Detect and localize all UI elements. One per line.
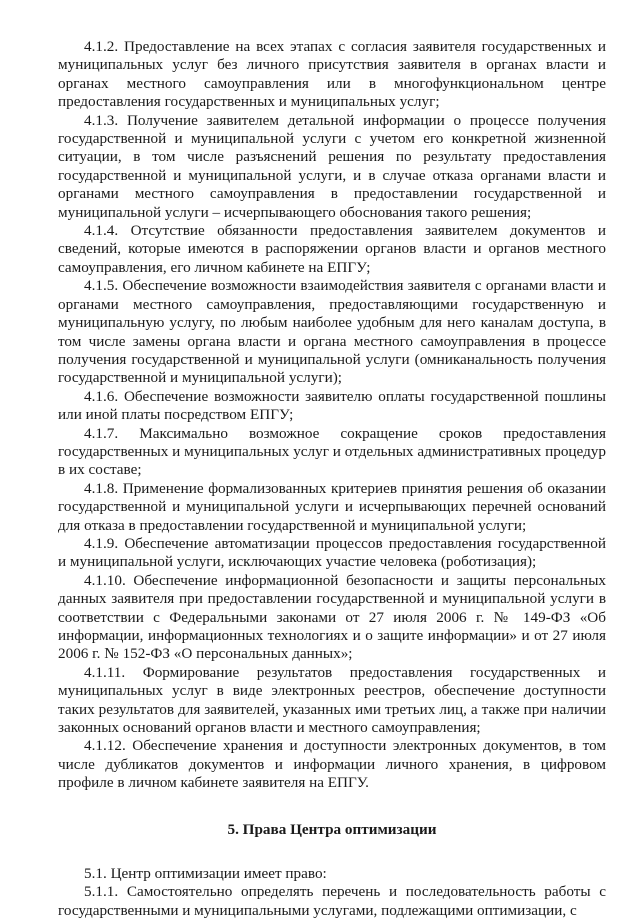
paragraph-5-1-1: 5.1.1. Самостоятельно определять перечень и последовательность работы с государственными и муниципальными услугами, подлежащими оптимизации, с <box>58 883 606 919</box>
section-heading: 5. Права Центра оптимизации <box>227 820 437 838</box>
paragraph-5-1: 5.1. Центр оптимизации имеет право: <box>84 865 327 883</box>
paragraph-4-1-7: 4.1.7. Максимально возможное сокращение сроков предоставления государственных и муниципальных услуг и отдельных административных процедур в их составе; <box>58 424 606 479</box>
paragraph-4-1-10: 4.1.10. Обеспечение информационной безопасности и защиты персональных данных заявителя при предоставлении государственной и муниципальной услуги в соответствии с Федеральными законами от 27 июля 2006 г. № 149-ФЗ «Об информации, информационных технологиях и о защите информации» и от 27 июля 2006 г. № 152-ФЗ «О персональных данных»; <box>58 571 606 663</box>
paragraph-4-1-8: 4.1.8. Применение формализованных критериев принятия решения об оказании государственной и муниципальной услуги и исчерпывающих перечней оснований для отказа в предоставлении государственной и муниципальной услуги; <box>58 479 606 534</box>
paragraph-4-1-12: 4.1.12. Обеспечение хранения и доступности электронных документов, в том числе дубликатов документов и информации личного хранения, в цифровом профиле в личном кабинете заявителя на ЕПГУ. <box>58 737 606 792</box>
paragraph-4-1-5: 4.1.5. Обеспечение возможности взаимодействия заявителя с органами власти и органами местного самоуправления, предоставляющими государственную и муниципальную услугу, по любым наиболее удобным для него каналам доступа, в том числе замены органа власти и органа местного самоуправления в процессе получения государственной и муниципальной услуги (омниканальность получения государственной и муниципальной услуги); <box>58 277 606 387</box>
paragraph-4-1-11: 4.1.11. Формирование результатов предоставления государственных и муниципальных услуг в виде электронных реестров, обеспечение доступности таких результатов для заявителей, указанных ими третьих лиц, а также при наличии законных оснований органов власти и местного самоуправления; <box>58 663 606 737</box>
paragraph-4-1-3: 4.1.3. Получение заявителем детальной информации о процессе получения государственной и муниципальной услуги с учетом его конкретной жизненной ситуации, в том числе разъяснений решения по результату предоставления государственной и муниципальной услуги, и в случае отказа органами власти и органами местного самоуправления в предоставлении государственной и муниципальной услуги – исчерпывающего обоснования такого решения; <box>58 111 606 221</box>
paragraph-4-1-6: 4.1.6. Обеспечение возможности заявителю оплаты государственной пошлины или иной платы посредством ЕПГУ; <box>58 387 606 424</box>
paragraph-4-1-9: 4.1.9. Обеспечение автоматизации процессов предоставления государственной и муниципальной услуги, исключающих участие человека (роботизация); <box>58 534 606 571</box>
paragraph-4-1-4: 4.1.4. Отсутствие обязанности предоставления заявителем документов и сведений, которые имеются в распоряжении органов власти и органов местного самоуправления, его личном кабинете на ЕПГУ; <box>58 222 606 276</box>
paragraph-4-1-2: 4.1.2. Предоставление на всех этапах с согласия заявителя государственных и муниципальных услуг без личного присутствия заявителя в органах власти и органах местного самоуправления или в многофункциональном центре предоставления государственных и муниципальных услуг; <box>58 38 606 111</box>
